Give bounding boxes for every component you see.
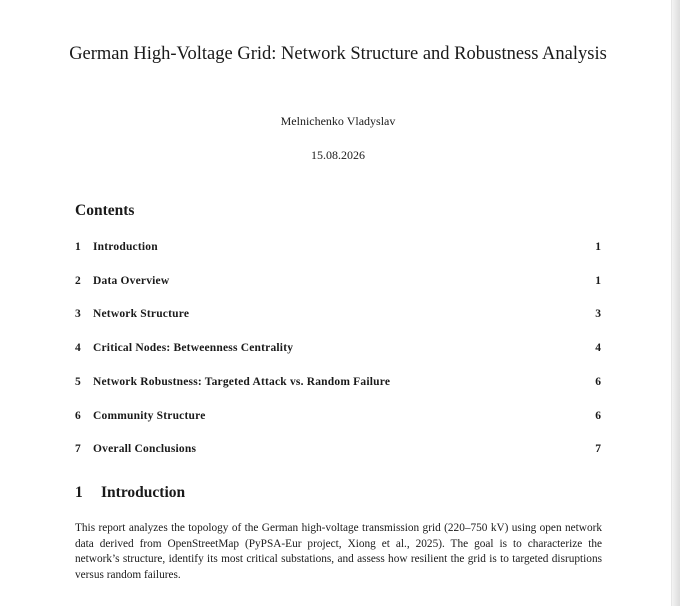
toc-entry-page: 1 xyxy=(595,275,601,287)
toc-entry-number: 5 xyxy=(75,376,81,388)
toc-entry-network-structure[interactable] xyxy=(75,306,601,322)
toc-entry-page: 3 xyxy=(595,308,601,320)
author-name: Melnichenko Vladyslav xyxy=(280,114,396,128)
introduction-paragraph: This report analyzes the topology of the German high-voltage transmission grid (220–750 kV) using open network data derived from OpenStreetMap (PyPSA-Eur project, Xiong et al., 2025). The goal is to characterize the network’s structure, identify its most critical substations, and assess how resilient the grid is to targeted disruptions versus random failures. xyxy=(75,522,602,581)
toc-entry-community-structure[interactable] xyxy=(75,408,601,424)
toc-entry-title: Network Structure xyxy=(93,308,190,320)
toc-entry-title: Critical Nodes: Betweenness Centrality xyxy=(93,342,294,354)
toc-entry-network-robustness[interactable] xyxy=(75,374,601,390)
document-title: German High-Voltage Grid: Network Structure and Robustness Analysis xyxy=(69,44,607,64)
toc-entry-title: Overall Conclusions xyxy=(93,443,197,455)
toc-entry-data-overview[interactable] xyxy=(75,273,601,289)
toc-entry-title: Introduction xyxy=(93,241,158,253)
toc-entry-overall-conclusions[interactable] xyxy=(75,441,601,457)
toc-entry-page: 6 xyxy=(595,410,601,422)
toc-entry-page: 1 xyxy=(595,241,601,253)
document-date: 15.08.2026 xyxy=(311,148,365,162)
toc-entry-introduction[interactable] xyxy=(75,239,601,255)
page-edge xyxy=(671,0,680,606)
toc-entry-number: 2 xyxy=(75,275,81,287)
section-title: Introduction xyxy=(101,484,186,501)
toc-entry-number: 1 xyxy=(75,241,81,253)
contents-heading: Contents xyxy=(75,202,135,219)
toc-entry-page: 6 xyxy=(595,376,601,388)
toc-entry-number: 4 xyxy=(75,342,81,354)
toc-entry-title: Data Overview xyxy=(93,275,170,287)
toc-entry-number: 7 xyxy=(75,443,81,455)
toc-entry-title: Network Robustness: Targeted Attack vs. Random Failure xyxy=(93,376,391,388)
toc-entry-critical-nodes[interactable] xyxy=(75,340,601,356)
toc-entry-number: 6 xyxy=(75,410,81,422)
toc-entry-title: Community Structure xyxy=(93,410,206,422)
toc-entry-page: 4 xyxy=(595,342,601,354)
section-number: 1 xyxy=(75,484,83,501)
toc-entry-number: 3 xyxy=(75,308,81,320)
section-heading-introduction xyxy=(75,484,185,502)
toc-entry-page: 7 xyxy=(595,443,601,455)
